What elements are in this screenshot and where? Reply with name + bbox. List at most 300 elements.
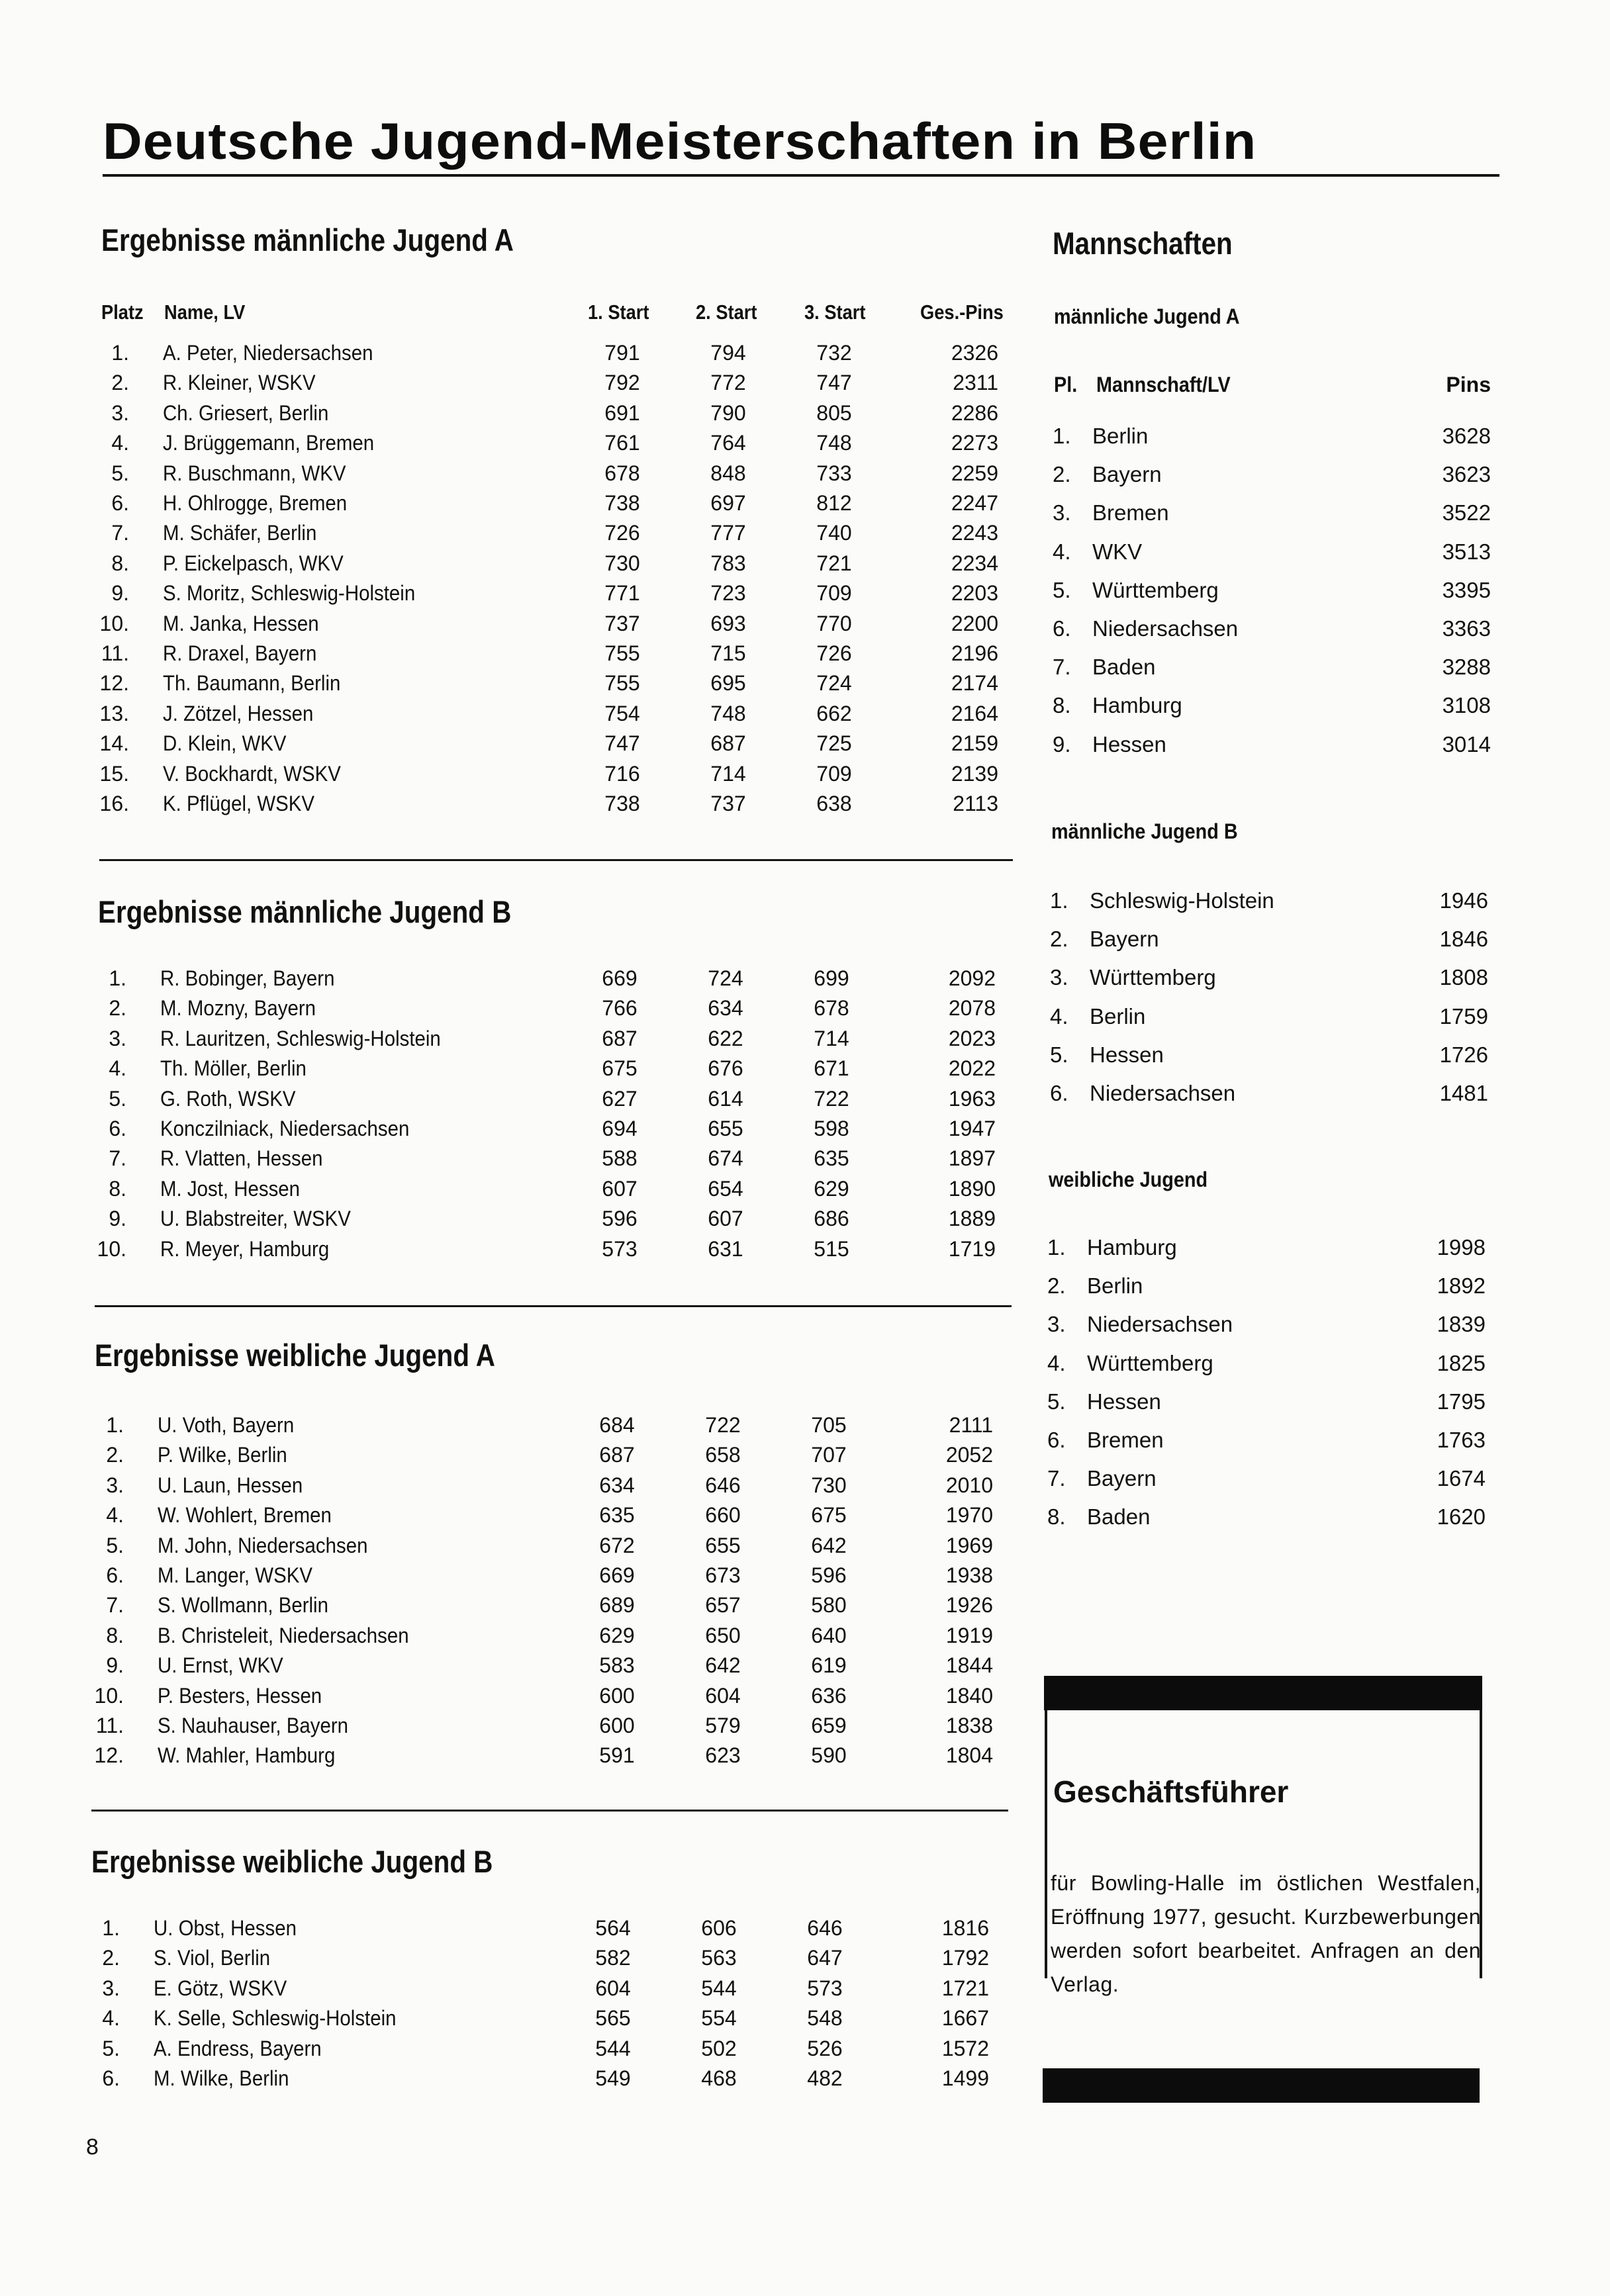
cell-start3: 747	[816, 371, 852, 395]
cell-total: 2243	[951, 521, 998, 545]
table-row	[0, 1413, 1014, 1443]
team-pins: 1825	[1437, 1350, 1486, 1375]
table-row	[0, 461, 1019, 491]
team-name: Württemberg	[1087, 1350, 1213, 1375]
cell-start1: 730	[604, 551, 640, 575]
table-row	[0, 1653, 1014, 1683]
cell-start2: 468	[701, 2066, 737, 2090]
cell-total: 2286	[951, 400, 998, 425]
cell-place: 6.	[102, 2066, 120, 2090]
cell-total: 2022	[948, 1056, 996, 1081]
cell-start2: 714	[710, 761, 746, 786]
team-place: 5.	[1053, 577, 1071, 602]
cell-start3: 707	[811, 1443, 847, 1467]
cell-total: 1919	[945, 1623, 993, 1647]
cell-start3: 619	[811, 1653, 847, 1678]
page-number: 8	[86, 2135, 99, 2160]
cell-start3: 482	[807, 2066, 843, 2090]
table-row	[0, 1237, 1017, 1267]
team-place: 8.	[1053, 693, 1071, 718]
cell-start3: 733	[816, 461, 852, 485]
cell-name: E. Götz, WSKV	[154, 1976, 287, 2000]
advert-title: Geschäftsführer	[1053, 1774, 1289, 1809]
cell-total: 2234	[951, 551, 998, 575]
table-row	[0, 2006, 1010, 2036]
cell-start2: 772	[710, 371, 746, 395]
cell-start3: 647	[807, 1946, 843, 1970]
cell-name: R. Meyer, Hamburg	[160, 1236, 330, 1261]
cell-start2: 623	[705, 1743, 741, 1768]
col-header-total: Ges.-Pins	[920, 300, 1004, 324]
cell-name: H. Ohlrogge, Bremen	[163, 491, 348, 515]
table-row	[0, 1207, 1017, 1236]
cell-total: 2273	[951, 431, 998, 455]
table-row	[0, 966, 1017, 996]
cell-total: 2111	[949, 1413, 993, 1437]
table-row	[0, 792, 1019, 821]
cell-total: 1840	[945, 1683, 993, 1708]
table-row	[0, 551, 1019, 581]
team-pins: 1620	[1437, 1504, 1486, 1530]
team-row	[1053, 732, 1496, 765]
cell-start2: 748	[710, 701, 746, 725]
cell-start1: 635	[599, 1503, 635, 1528]
team-name: Bayern	[1087, 1466, 1157, 1491]
cell-start2: 631	[708, 1236, 743, 1261]
cell-total: 1804	[945, 1743, 993, 1768]
cell-start3: 686	[814, 1207, 849, 1231]
cell-start3: 805	[816, 400, 852, 425]
cell-name: S. Viol, Berlin	[154, 1946, 271, 1970]
cell-start2: 657	[705, 1593, 741, 1618]
cell-place: 11.	[101, 641, 129, 665]
table-row	[0, 1146, 1017, 1176]
cell-place: 7.	[111, 521, 129, 545]
cell-total: 1969	[945, 1533, 993, 1557]
cell-total: 1838	[945, 1714, 993, 1737]
cell-start1: 591	[599, 1743, 635, 1768]
cell-total: 2174	[951, 671, 998, 696]
team-name: Bremen	[1087, 1428, 1164, 1452]
cell-name: R. Draxel, Bayern	[163, 641, 317, 665]
col-header-pins: Pins	[1446, 373, 1491, 396]
team-pins: 3288	[1442, 655, 1491, 680]
cell-start1: 600	[599, 1714, 635, 1737]
cell-total: 1792	[941, 1946, 989, 1970]
cell-start1: 634	[599, 1473, 635, 1497]
cell-start3: 636	[811, 1683, 847, 1708]
cell-start1: 738	[604, 491, 640, 515]
team-pins: 1759	[1439, 1003, 1488, 1029]
table-row	[0, 1946, 1010, 1976]
cell-name: R. Bobinger, Bayern	[160, 966, 335, 990]
table-row	[0, 731, 1019, 761]
cell-place: 9.	[111, 581, 129, 606]
cell-total: 2010	[945, 1473, 993, 1497]
team-row	[1047, 1466, 1491, 1499]
cell-start2: 642	[705, 1653, 741, 1678]
cell-start3: 748	[816, 431, 852, 455]
cell-total: 2139	[951, 761, 998, 786]
cell-start2: 723	[710, 581, 746, 606]
cell-total: 2326	[951, 341, 998, 365]
cell-name: R. Kleiner, WSKV	[163, 371, 316, 395]
cell-place: 6.	[111, 491, 129, 515]
team-name: Bremen	[1092, 500, 1169, 526]
cell-start1: 627	[602, 1086, 638, 1111]
table-row	[0, 1087, 1017, 1117]
table-row	[0, 1743, 1014, 1773]
cell-start1: 766	[602, 996, 638, 1021]
cell-start2: 687	[710, 731, 746, 756]
table-row	[0, 762, 1019, 792]
cell-start1: 565	[595, 2006, 631, 2031]
team-place: 6.	[1053, 616, 1071, 641]
cell-total: 2159	[951, 731, 998, 756]
team-name: Baden	[1092, 655, 1156, 680]
cell-start2: 604	[705, 1683, 741, 1708]
cell-place: 9.	[106, 1653, 124, 1678]
cell-place: 5.	[106, 1533, 124, 1557]
team-name: Niedersachsen	[1087, 1312, 1233, 1337]
cell-start1: 689	[599, 1593, 635, 1618]
cell-place: 2.	[111, 371, 129, 395]
cell-start2: 579	[705, 1714, 741, 1737]
team-place: 3.	[1047, 1312, 1066, 1337]
team-place: 2.	[1053, 462, 1071, 487]
team-group-label-wj: weibliche Jugend	[1049, 1168, 1208, 1191]
cell-name: M. Wilke, Berlin	[154, 2066, 289, 2090]
cell-place: 8.	[106, 1623, 124, 1647]
cell-total: 1889	[948, 1207, 996, 1231]
cell-total: 2200	[951, 611, 998, 635]
team-row	[1053, 462, 1496, 495]
cell-name: S. Wollmann, Berlin	[158, 1593, 328, 1618]
cell-start1: 573	[602, 1236, 638, 1261]
cell-place: 5.	[111, 461, 129, 485]
cell-start2: 715	[710, 641, 746, 665]
team-row	[1053, 500, 1496, 533]
table-row	[0, 1684, 1014, 1714]
col-header-team-place: Pl.	[1054, 373, 1078, 396]
team-place: 9.	[1053, 731, 1071, 757]
cell-start3: 732	[816, 341, 852, 365]
cell-place: 5.	[102, 2036, 120, 2060]
team-row	[1050, 1042, 1493, 1076]
table-row	[0, 641, 1019, 671]
cell-total: 2078	[948, 996, 996, 1021]
team-pins: 1763	[1437, 1428, 1486, 1452]
cell-name: P. Besters, Hessen	[158, 1683, 322, 1708]
team-name: Hamburg	[1087, 1235, 1177, 1260]
team-pins: 3522	[1442, 500, 1491, 526]
cell-name: D. Klein, WKV	[163, 731, 287, 756]
team-pins: 3108	[1442, 693, 1491, 718]
team-name: Württemberg	[1092, 577, 1219, 602]
table-row	[0, 1177, 1017, 1207]
table-row	[0, 1473, 1014, 1503]
advert-top-bar	[1044, 1676, 1482, 1710]
section-divider	[99, 859, 1013, 861]
team-row	[1050, 1004, 1493, 1037]
cell-name: M. John, Niedersachsen	[158, 1533, 368, 1557]
team-name: Niedersachsen	[1090, 1081, 1236, 1105]
cell-place: 2.	[106, 1443, 124, 1467]
team-pins: 1946	[1439, 888, 1488, 913]
cell-start1: 588	[602, 1146, 638, 1171]
team-row	[1053, 424, 1496, 457]
cell-name: R. Vlatten, Hessen	[160, 1146, 323, 1171]
cell-place: 8.	[111, 551, 129, 575]
cell-start1: 672	[599, 1533, 635, 1557]
cell-total: 2203	[951, 581, 998, 606]
team-place: 1.	[1050, 888, 1068, 913]
cell-name: Th. Baumann, Berlin	[163, 671, 341, 696]
team-name: WKV	[1092, 539, 1143, 564]
cell-total: 1572	[941, 2036, 989, 2060]
team-pins: 1998	[1437, 1235, 1486, 1260]
cell-start2: 724	[708, 966, 743, 990]
team-place: 3.	[1050, 965, 1068, 990]
cell-start2: 654	[708, 1176, 743, 1201]
team-place: 5.	[1047, 1389, 1066, 1414]
cell-start3: 678	[814, 996, 849, 1021]
cell-name: U. Laun, Hessen	[158, 1473, 303, 1497]
cell-name: P. Eickelpasch, WKV	[163, 551, 344, 575]
cell-start2: 783	[710, 551, 746, 575]
cell-place: 4.	[106, 1503, 124, 1528]
cell-place: 7.	[106, 1593, 124, 1618]
table-row	[0, 401, 1019, 431]
cell-start1: 549	[595, 2066, 631, 2090]
cell-total: 1721	[941, 1976, 989, 2000]
team-pins: 1839	[1437, 1312, 1486, 1337]
cell-start1: 669	[599, 1563, 635, 1587]
cell-start1: 675	[602, 1056, 638, 1081]
team-row	[1047, 1428, 1491, 1461]
col-header-place: Platz	[101, 300, 144, 324]
cell-total: 2052	[945, 1443, 993, 1467]
cell-name: W. Mahler, Hamburg	[158, 1743, 336, 1768]
team-row	[1053, 616, 1496, 649]
team-place: 1.	[1047, 1235, 1066, 1260]
team-place: 7.	[1053, 655, 1071, 680]
team-name: Hessen	[1090, 1042, 1164, 1067]
cell-start1: 771	[604, 581, 640, 606]
cell-place: 3.	[106, 1473, 124, 1497]
team-pins: 3628	[1442, 424, 1491, 448]
cell-start1: 583	[599, 1653, 635, 1678]
team-name: Berlin	[1087, 1273, 1143, 1299]
cell-total: 1897	[948, 1146, 996, 1171]
section-heading-mjb: Ergebnisse männliche Jugend B	[98, 894, 512, 929]
cell-place: 11.	[95, 1714, 124, 1737]
team-place: 4.	[1047, 1350, 1066, 1375]
team-pins: 3014	[1442, 731, 1491, 757]
cell-place: 2.	[102, 1946, 120, 1970]
section-heading-mja: Ergebnisse männliche Jugend A	[101, 222, 514, 257]
cell-start1: 726	[604, 521, 640, 545]
cell-place: 16.	[99, 792, 129, 815]
team-place: 2.	[1050, 927, 1068, 952]
cell-start1: 687	[602, 1026, 638, 1050]
team-place: 1.	[1053, 424, 1071, 448]
table-row	[0, 581, 1019, 611]
cell-name: U. Ernst, WKV	[158, 1653, 283, 1678]
cell-name: J. Brüggemann, Bremen	[163, 431, 375, 455]
cell-start3: 722	[814, 1086, 849, 1111]
table-row	[0, 1916, 1010, 1946]
team-place: 4.	[1053, 539, 1071, 564]
cell-start3: 596	[811, 1563, 847, 1587]
advert-body: für Bowling-Halle im östlichen Westfalen, Eröffnung 1977, gesucht. Kurzbewerbungen werden sofort bearbeitet. Anfragen an den Verlag.	[1051, 1871, 1481, 1996]
team-row	[1047, 1312, 1491, 1345]
cell-place: 10.	[99, 611, 129, 635]
cell-start2: 660	[705, 1503, 741, 1528]
job-advert	[1043, 1675, 1483, 2103]
cell-start3: 721	[816, 551, 852, 575]
cell-start1: 754	[604, 701, 640, 725]
cell-start1: 607	[602, 1176, 638, 1201]
cell-name: U. Obst, Hessen	[154, 1916, 297, 1940]
cell-start1: 669	[602, 966, 638, 990]
cell-name: W. Wohlert, Bremen	[158, 1503, 332, 1528]
cell-place: 4.	[102, 2006, 120, 2031]
cell-total: 1938	[945, 1563, 993, 1587]
team-row	[1050, 927, 1493, 960]
cell-start2: 614	[708, 1086, 743, 1111]
table-row	[0, 1714, 1014, 1743]
cell-start3: 640	[811, 1623, 847, 1647]
cell-name: B. Christeleit, Niedersachsen	[158, 1623, 409, 1647]
section-divider	[91, 1810, 1008, 1812]
cell-start1: 691	[604, 400, 640, 425]
cell-start3: 812	[816, 491, 852, 515]
title-rule	[103, 174, 1499, 177]
team-row	[1047, 1351, 1491, 1384]
table-row	[0, 341, 1019, 371]
team-name: Württemberg	[1090, 965, 1216, 990]
cell-start2: 655	[708, 1117, 743, 1140]
cell-place: 5.	[109, 1086, 126, 1111]
cell-start2: 674	[708, 1146, 743, 1171]
cell-start2: 794	[710, 341, 746, 365]
cell-name: U. Voth, Bayern	[158, 1413, 295, 1437]
cell-start1: 716	[604, 761, 640, 786]
team-row	[1047, 1273, 1491, 1307]
cell-total: 2311	[953, 371, 998, 395]
team-pins: 3363	[1442, 616, 1491, 641]
cell-start2: 673	[705, 1563, 741, 1587]
table-row	[0, 1593, 1014, 1623]
cell-name: U. Blabstreiter, WSKV	[160, 1207, 351, 1231]
cell-start3: 740	[816, 521, 852, 545]
team-pins: 1808	[1439, 965, 1488, 990]
cell-place: 12.	[94, 1743, 124, 1768]
cell-place: 13.	[99, 701, 129, 725]
cell-place: 3.	[102, 1976, 120, 2000]
team-name: Berlin	[1092, 424, 1149, 448]
cell-start3: 526	[807, 2036, 843, 2060]
cell-start2: 790	[710, 400, 746, 425]
cell-start2: 634	[708, 996, 743, 1021]
cell-total: 2113	[953, 792, 998, 815]
team-place: 8.	[1047, 1504, 1066, 1530]
team-name: Bayern	[1092, 462, 1162, 487]
table-row	[0, 1056, 1017, 1086]
cell-total: 2092	[948, 966, 996, 990]
cell-start2: 697	[710, 491, 746, 515]
cell-name: M. Langer, WSKV	[158, 1563, 312, 1587]
cell-start2: 607	[708, 1207, 743, 1231]
results-table-header	[0, 300, 1019, 327]
cell-place: 2.	[109, 996, 126, 1021]
cell-place: 6.	[109, 1117, 126, 1140]
cell-place: 1.	[111, 341, 129, 365]
cell-place: 1.	[109, 966, 126, 990]
col-header-start1: 1. Start	[588, 300, 649, 324]
cell-start3: 770	[816, 611, 852, 635]
cell-start2: 737	[710, 792, 746, 815]
team-place: 4.	[1050, 1003, 1068, 1029]
team-group-label-mjb: männliche Jugend B	[1051, 819, 1238, 843]
cell-start3: 725	[816, 731, 852, 756]
cell-start2: 693	[710, 611, 746, 635]
team-row	[1053, 655, 1496, 688]
cell-name: M. Janka, Hessen	[163, 611, 319, 635]
team-row	[1047, 1235, 1491, 1268]
cell-start3: 662	[816, 701, 852, 725]
teams-table-header	[1053, 373, 1496, 399]
section-heading-wja: Ergebnisse weibliche Jugend A	[95, 1338, 495, 1373]
cell-total: 1947	[948, 1117, 996, 1140]
table-row	[0, 1027, 1017, 1056]
cell-start1: 755	[604, 671, 640, 696]
cell-total: 1499	[941, 2066, 989, 2090]
cell-start1: 678	[604, 461, 640, 485]
cell-place: 10.	[97, 1236, 126, 1261]
section-heading-wjb: Ergebnisse weibliche Jugend B	[91, 1844, 493, 1879]
cell-place: 7.	[109, 1146, 126, 1171]
cell-start3: 548	[807, 2006, 843, 2031]
team-group-label-mja: männliche Jugend A	[1054, 304, 1240, 328]
cell-start1: 792	[604, 371, 640, 395]
cell-total: 1970	[945, 1503, 993, 1528]
cell-name: Th. Möller, Berlin	[160, 1056, 307, 1081]
cell-start2: 655	[705, 1533, 741, 1557]
cell-name: M. Schäfer, Berlin	[163, 521, 317, 545]
table-row	[0, 996, 1017, 1026]
team-name: Bayern	[1090, 927, 1159, 952]
cell-total: 2247	[951, 491, 998, 515]
cell-place: 9.	[109, 1207, 126, 1231]
cell-start2: 606	[701, 1916, 737, 1940]
cell-start3: 699	[814, 966, 849, 990]
cell-place: 1.	[102, 1916, 120, 1940]
team-name: Schleswig-Holstein	[1090, 888, 1274, 913]
cell-start3: 629	[814, 1176, 849, 1201]
cell-start3: 646	[807, 1916, 843, 1940]
table-row	[0, 1534, 1014, 1563]
cell-name: S. Nauhauser, Bayern	[158, 1714, 349, 1737]
cell-start3: 659	[811, 1714, 847, 1737]
cell-total: 1667	[941, 2006, 989, 2031]
cell-name: J. Zötzel, Hessen	[163, 701, 314, 725]
team-row	[1050, 965, 1493, 998]
cell-start3: 714	[814, 1026, 849, 1050]
cell-name: R. Lauritzen, Schleswig-Holstein	[160, 1026, 441, 1050]
cell-name: Ch. Griesert, Berlin	[163, 400, 329, 425]
